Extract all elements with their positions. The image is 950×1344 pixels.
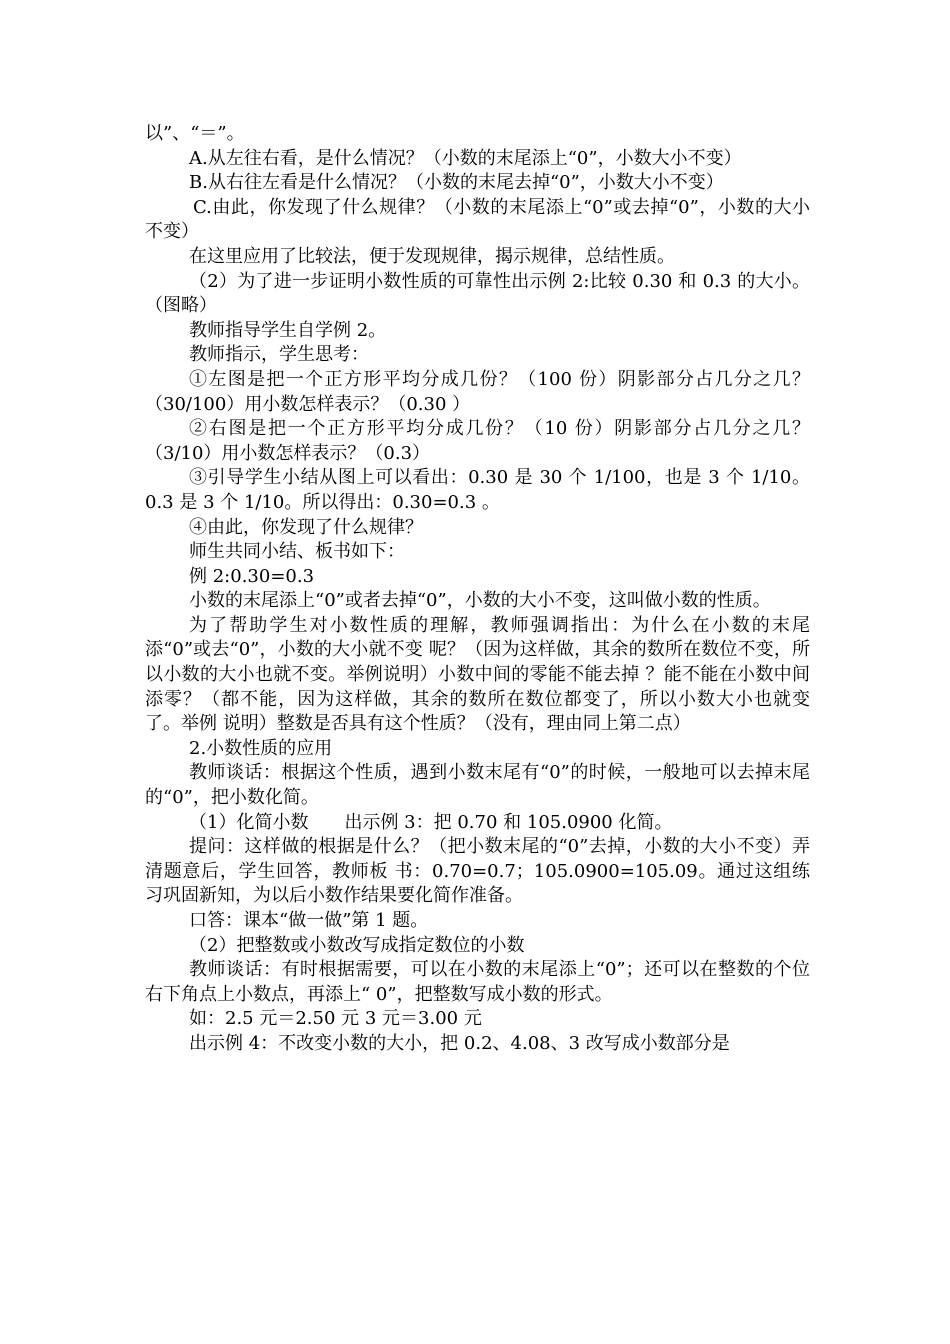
paragraph: 在这里应用了比较法，便于发现规律，揭示规律，总结性质。 bbox=[189, 245, 675, 267]
paragraph: ③引导学生小结从图上可以看出：0.30 是 30 个 1/100，也是 3 个 1/10。0.3 是 3 个 1/10。所以得出：0.30=0.3 。 bbox=[145, 467, 810, 513]
paragraph: 例 2:0.30=0.3 bbox=[189, 565, 315, 587]
paragraph: A.从左往右看，是什么情况？（小数的末尾添上“0”，小数大小不变） bbox=[189, 147, 742, 169]
paragraph: ④由此，你发现了什么规律？ bbox=[189, 516, 423, 538]
paragraph: 师生共同小结、板书如下： bbox=[189, 541, 405, 563]
section-heading: 2.小数性质的应用 bbox=[189, 737, 333, 759]
paragraph: 口答：课本“做一做”第 1 题。 bbox=[189, 910, 429, 931]
paragraph: 为了帮助学生对小数性质的理解，教师强调指出：为什么在小数的末尾添“0”或去“0”，小数的大小就不变 呢？（因为这样做，其余的数所在数位不变，所以小数的大小也就不变。举例说明）小数中间的零能不能去掉 ？能不能在小数中间添零？（都不能，因为这样做，其余的数所在数位都变了，所以小数大小也就变了。举例 说明）整数是否具有这个性质？（没有，理由同上第二点） bbox=[145, 614, 810, 735]
document-body bbox=[145, 122, 810, 1057]
paragraph: 小数的末尾添上“0”或者去掉“0”，小数的大小不变，这叫做小数的性质。 bbox=[189, 590, 771, 612]
paragraph: （2）为了进一步证明小数性质的可靠性出示例 2:比较 0.30 和 0.3 的大小。（图略） bbox=[145, 270, 810, 317]
paragraph: 教师谈话：根据这个性质，遇到小数末尾有“0”的时候，一般地可以去掉末尾的“0”，把小数化简。 bbox=[145, 762, 810, 809]
paragraph: 教师指导学生自学例 2。 bbox=[189, 319, 387, 341]
paragraph: （1）化简小数 出示例 3：把 0.70 和 105.0900 化简。 bbox=[189, 811, 673, 833]
paragraph: ①左图是把一个正方形平均分成几份？（100 份）阴影部分占几分之几？（30/100）用小数怎样表示？（0.30 ） bbox=[145, 368, 810, 415]
paragraph: 提问：这样做的根据是什么？（把小数末尾的“0”去掉，小数的大小不变）弄清题意后，学生回答，教师板 书：0.70=0.7；105.0900=105.09。通过这组练习巩固新知，为以后小数作结果要化简作准备。 bbox=[145, 836, 810, 907]
paragraph: ②右图是把一个正方形平均分成几份？（10 份）阴影部分占几分之几？（3/10）用小数怎样表示？（0.3） bbox=[145, 418, 810, 464]
paragraph: 出示例 4：不改变小数的大小，把 0.2、4.08、3 改写成小数部分是 bbox=[189, 1032, 730, 1054]
paragraph: 教师谈话：有时根据需要，可以在小数的末尾添上“0”；还可以在整数的个位右下角点上小数点，再添上“ 0”，把整数写成小数的形式。 bbox=[145, 959, 810, 1005]
paragraph: （2）把整数或小数改写成指定数位的小数 bbox=[189, 934, 525, 956]
paragraph: B.从右往左看是什么情况？（小数的末尾去掉“0”，小数大小不变） bbox=[189, 172, 724, 194]
paragraph: C.由此，你发现了什么规律？（小数的末尾添上“0”或去掉“0”，小数的大小不变） bbox=[145, 196, 810, 243]
paragraph: 以”、“＝”。 bbox=[145, 123, 245, 144]
paragraph: 教师指示，学生思考： bbox=[189, 344, 369, 366]
paragraph: 如：2.5 元＝2.50 元 3 元＝3.00 元 bbox=[189, 1008, 482, 1030]
